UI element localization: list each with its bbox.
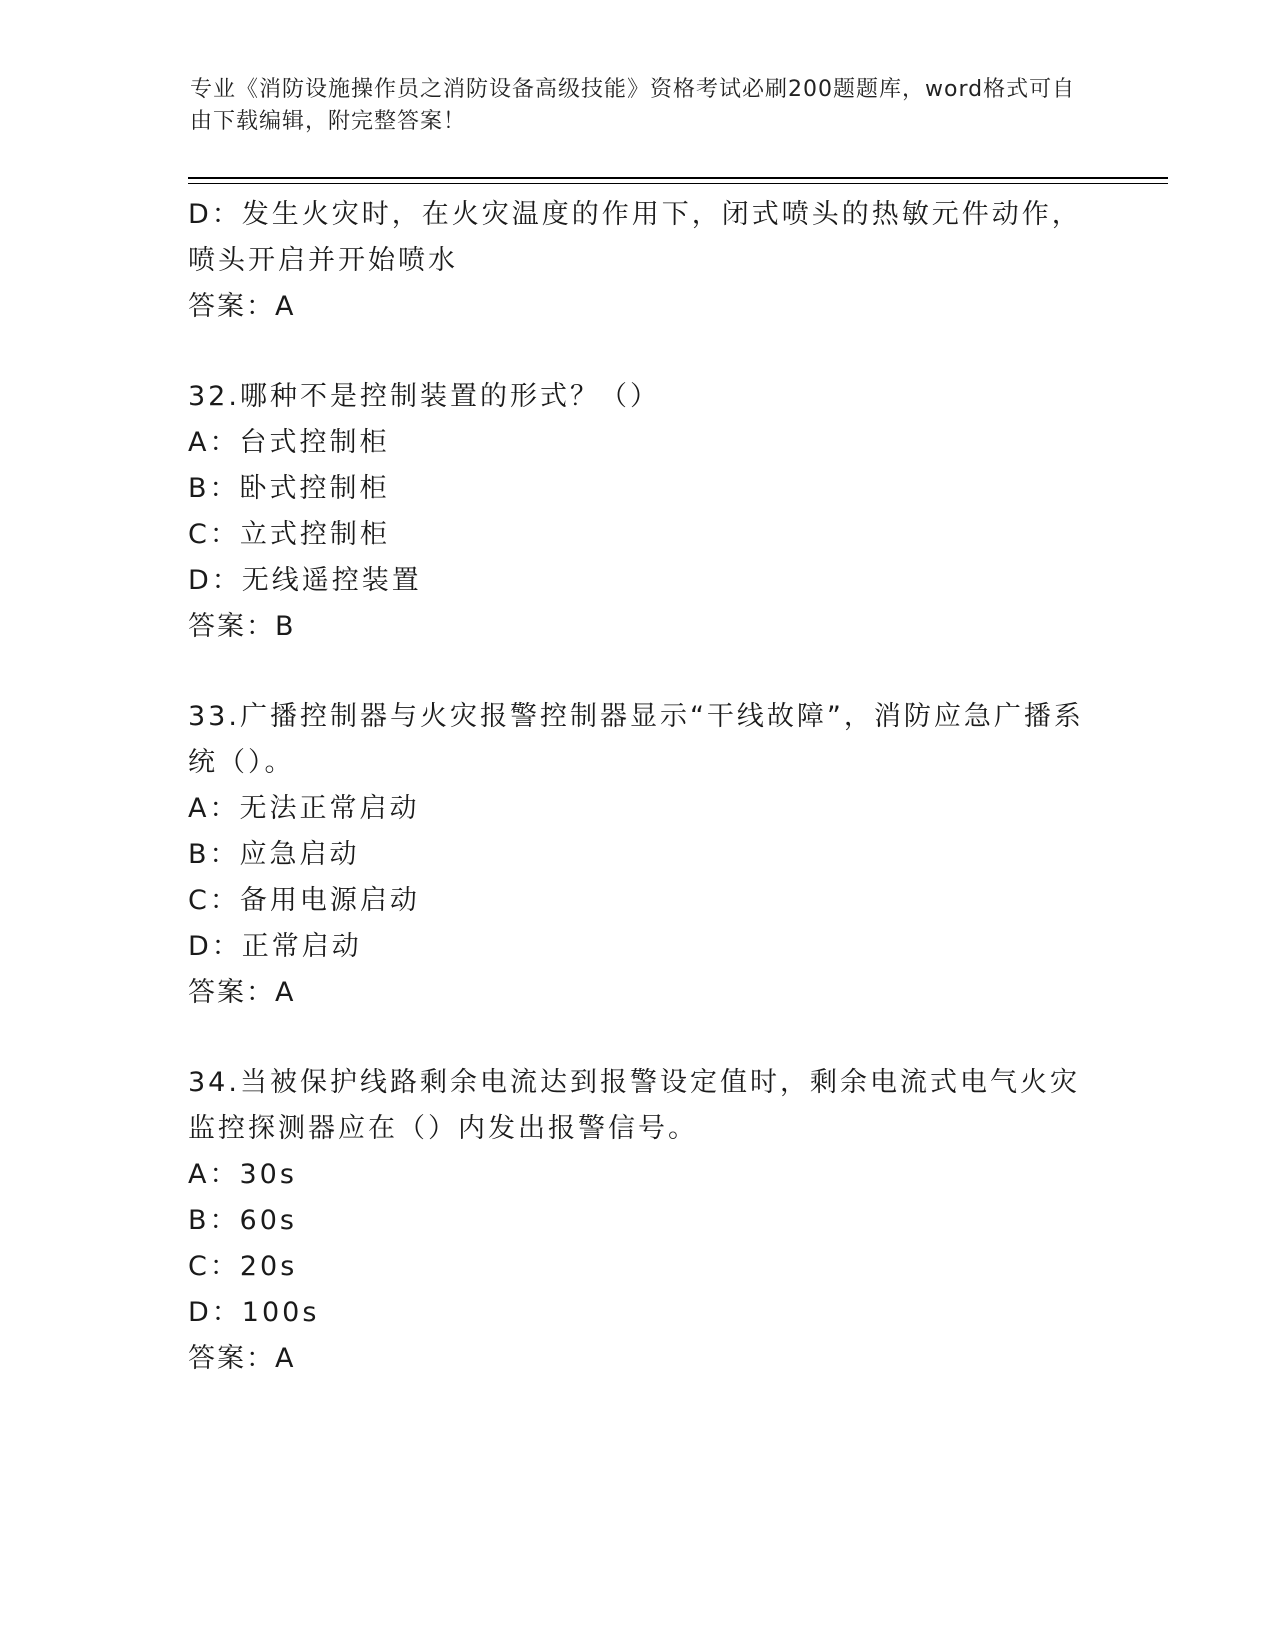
- header-rule-thin: [188, 183, 1168, 184]
- document-header: 专业《消防设施操作员之消防设备高级技能》资格考试必刷200题题库，word格式可自由下载编辑，附完整答案！: [190, 77, 1076, 134]
- option-b: B：卧式控制柜: [188, 473, 390, 504]
- answer-line: 答案：A: [188, 977, 296, 1008]
- option-a: A：台式控制柜: [188, 427, 390, 458]
- continued-question: [188, 192, 1088, 330]
- option-c: C：立式控制柜: [188, 519, 390, 550]
- question-34: [188, 1060, 1088, 1382]
- option-d: D：正常启动: [188, 931, 362, 962]
- question-33: [188, 694, 1088, 1016]
- question-stem: 33.广播控制器与火灾报警控制器显示“干线故障”，消防应急广播系统（）。: [188, 701, 1084, 778]
- option-a: A：无法正常启动: [188, 793, 420, 824]
- answer-line: 答案：B: [188, 611, 296, 642]
- option-d: D：无线遥控装置: [188, 565, 422, 596]
- option-b: B：60s: [188, 1205, 297, 1236]
- answer-line: 答案：A: [188, 291, 296, 322]
- option-a: A：30s: [188, 1159, 297, 1190]
- question-stem: 34.当被保护线路剩余电流达到报警设定值时，剩余电流式电气火灾监控探测器应在（）内发出报警信号。: [188, 1067, 1080, 1144]
- option-d: D：发生火灾时，在火灾温度的作用下，闭式喷头的热敏元件动作，喷头开启并开始喷水: [188, 199, 1082, 276]
- option-c: C：备用电源启动: [188, 885, 420, 916]
- answer-line: 答案：A: [188, 1343, 296, 1374]
- question-content: [188, 192, 1088, 1382]
- question-32: [188, 374, 1088, 650]
- option-d: D：100s: [188, 1297, 320, 1328]
- option-c: C：20s: [188, 1251, 298, 1282]
- question-stem: 32.哪种不是控制装置的形式？（）: [188, 381, 660, 412]
- header-rule-thick: [188, 177, 1168, 179]
- option-b: B：应急启动: [188, 839, 360, 870]
